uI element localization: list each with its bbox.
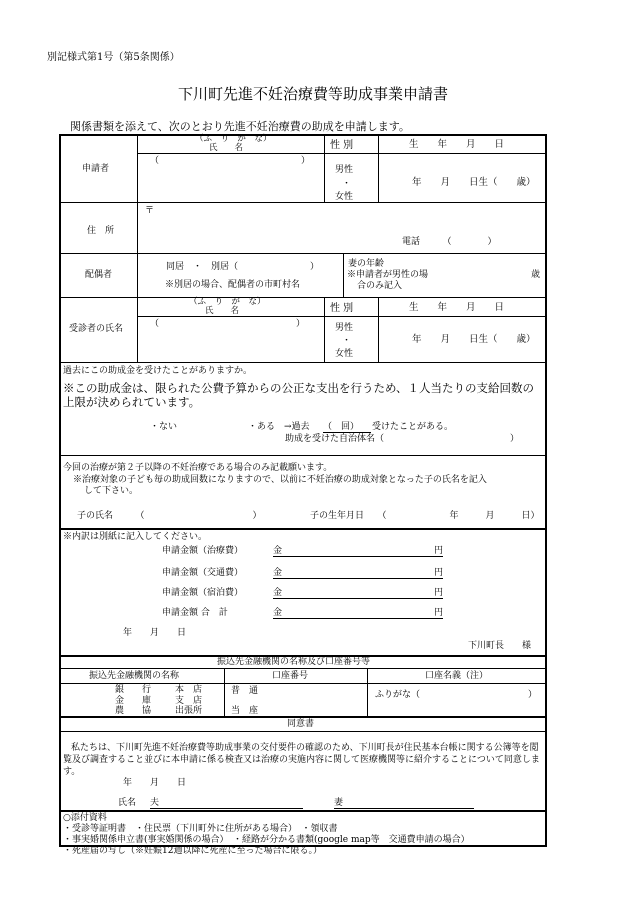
bank-header: 振込先金融機関の名称及び口座番号等 xyxy=(217,657,371,667)
phone-field[interactable]: 電話 （ ） xyxy=(402,237,497,247)
past-note: ※この助成金は、限られた公費予算からの公正な支出を行うため、１人当たりの支給回数の上限が決められています。 xyxy=(63,381,535,409)
consent-wife-field[interactable]: 妻 xyxy=(334,798,474,809)
application-date-field[interactable]: 年 月 日 xyxy=(123,628,187,638)
spouse-living-option[interactable]: 同居 ・ 別居（ ） xyxy=(166,262,320,272)
amount-note: ※内訳は別紙に記入してください。 xyxy=(63,532,208,542)
patient-dob-field[interactable]: 年 月 日生（ 歳） xyxy=(412,334,536,345)
patient-furigana: （ふ り が な） xyxy=(189,297,266,307)
attachments-title: ○添付資料 xyxy=(63,813,107,823)
patient-sex-header: 性 別 xyxy=(330,303,354,314)
account-type-ordinary[interactable]: 普 通 xyxy=(231,686,259,696)
applicant-male-option[interactable]: 男性 xyxy=(335,165,354,175)
applicant-label: 申請者 xyxy=(82,164,110,174)
postal-mark: 〒 xyxy=(145,206,155,216)
form-border-left xyxy=(59,134,61,846)
patient-label: 受診者の氏名 xyxy=(69,324,124,334)
amount-treatment-field[interactable]: 金 円 xyxy=(273,546,443,556)
applicant-furigana: （ふ り が な） xyxy=(195,134,272,144)
child-dob-field[interactable]: 子の生年月日 （ 年 月 日） xyxy=(310,511,540,521)
mayor-address: 下川町長 様 xyxy=(468,641,532,651)
bank-branch-options[interactable]: 本 店 支 店 出張所 xyxy=(175,685,203,716)
child-name-field[interactable]: 子の氏名 （ ） xyxy=(77,511,262,521)
patient-dob-header: 生 年 月 日 xyxy=(409,302,505,313)
amount-lodging-field[interactable]: 金 円 xyxy=(273,588,443,598)
applicant-name-label: 氏 名 xyxy=(209,143,244,153)
consent-date-field[interactable]: 年 月 日 xyxy=(123,778,187,788)
patient-male-option[interactable]: 男性 xyxy=(335,323,354,333)
spouse-label: 配偶者 xyxy=(85,270,113,280)
spouse-separate-note: ※別居の場合、配偶者の市町村名 xyxy=(165,280,301,290)
amount-transport-field[interactable]: 金 円 xyxy=(273,568,443,578)
account-type-checking[interactable]: 当 座 xyxy=(231,706,259,716)
past-question: 過去にこの助成金を受けたことがありますか。 xyxy=(63,366,253,376)
past-none-option[interactable]: ・ない xyxy=(150,422,178,432)
past-times-field[interactable]: （ 回） xyxy=(323,422,371,433)
wife-age-field[interactable]: 歳 xyxy=(531,270,541,280)
consent-husband-field[interactable]: 夫 xyxy=(150,798,303,809)
applicant-female-option[interactable]: 女性 xyxy=(335,192,354,202)
form-border-right xyxy=(545,134,547,846)
consent-header: 同意書 xyxy=(287,719,315,729)
intro-text: 関係書類を添えて、次のとおり先進不妊治療費の助成を申請します。 xyxy=(70,120,410,133)
form-number: 別記様式第1号（第5条関係） xyxy=(47,52,180,63)
patient-female-option[interactable]: 女性 xyxy=(335,349,354,359)
applicant-dob-header: 生 年 月 日 xyxy=(409,139,505,150)
past-municipality-field[interactable]: 助成を受けた自治体名（ ） xyxy=(285,434,520,444)
account-holder-furigana[interactable]: ふりがな（ ） xyxy=(375,690,538,700)
form-border-top xyxy=(59,134,547,136)
address-label: 住 所 xyxy=(87,226,115,236)
past-yes-option[interactable]: ・ある →過去 xyxy=(248,422,310,432)
applicant-sex-header: 性 別 xyxy=(330,140,354,151)
amount-total-field[interactable]: 金 円 xyxy=(273,608,443,618)
consent-text: 私たちは、下川町先進不妊治療費等助成事業の交付要件の確認のため、下川町長が住民基本台帳に関する公簿等を閲覧及び調査すること並びに本申請に係る検査又は治療の実施内容に関して医療機関等に紹介することについて同意します。 xyxy=(63,743,540,777)
page-title: 下川町先進不妊治療費等助成事業申請書 xyxy=(178,85,449,103)
patient-name-label: 氏 名 xyxy=(205,306,240,316)
bank-type-options[interactable]: 銀 行 金 庫 農 協 xyxy=(115,685,152,716)
applicant-dob-field[interactable]: 年 月 日生（ 歳） xyxy=(412,177,536,188)
